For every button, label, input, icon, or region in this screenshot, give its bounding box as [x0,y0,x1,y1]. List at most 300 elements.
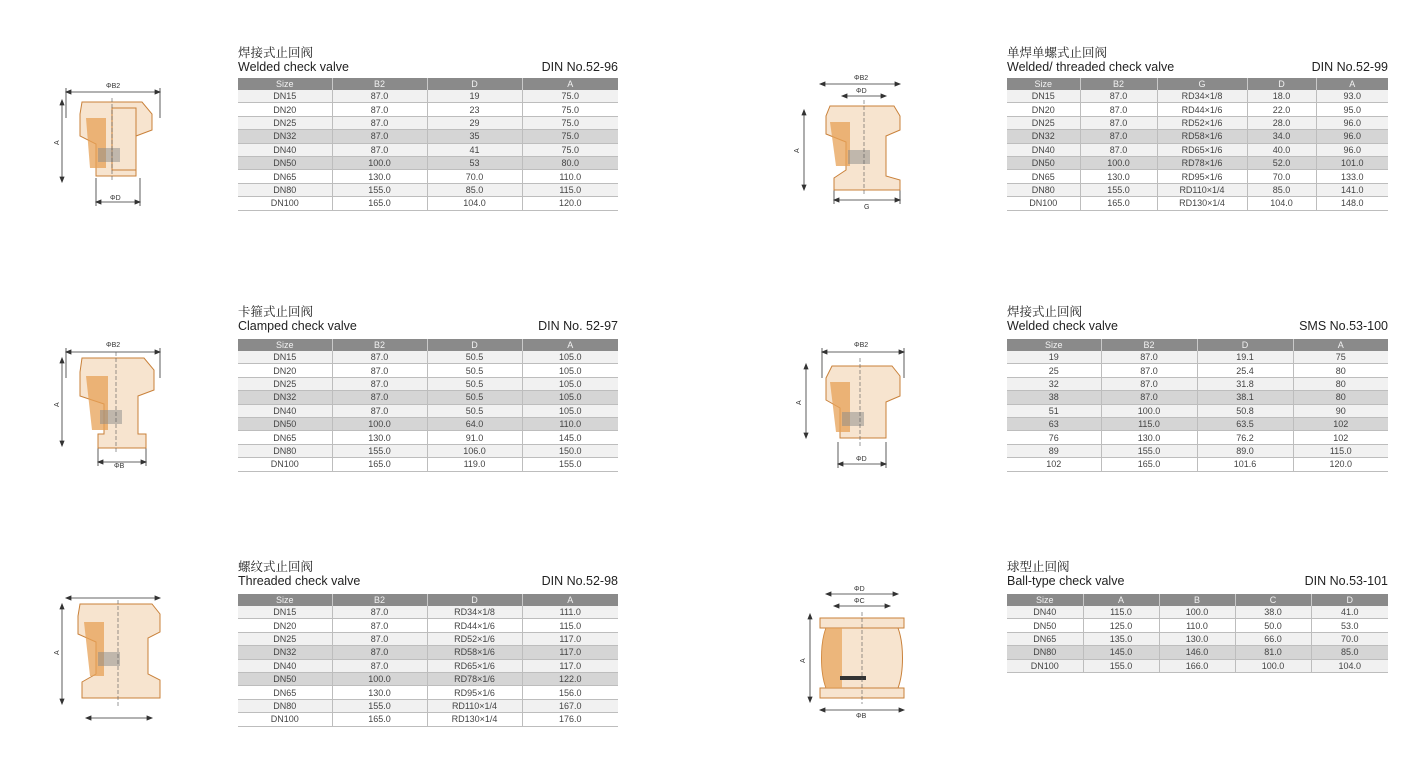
table-row [238,116,618,129]
col-header: B2 [332,594,427,606]
cell: 41.0 [1311,606,1388,619]
cell: 176.0 [522,713,618,726]
cell: RD130×1/4 [427,713,522,726]
dim-label-a: A [54,650,61,655]
cell: 19 [1007,351,1101,364]
ball-type-check-valve-drawing [790,584,912,718]
cell: 105.0 [522,391,618,404]
cell: DN25 [238,632,332,645]
table-row [238,90,618,103]
cell: RD110×1/4 [427,699,522,712]
cell: 22.0 [1247,103,1316,116]
cell: 130.0 [1101,431,1197,444]
cell: DN100 [238,458,332,471]
cell: RD65×1/6 [1157,143,1247,156]
dim-label-d: ΦD [110,195,121,202]
cell: 105.0 [522,404,618,417]
cell: 80 [1293,377,1388,390]
table-row [1007,143,1388,156]
cell: 100.0 [1101,404,1197,417]
cell: 87.0 [1080,103,1157,116]
table-row [238,444,618,457]
table-row [238,431,618,444]
title-en: Welded/ threaded check valve [1007,60,1175,74]
col-header: D [427,339,522,351]
cell: 125.0 [1083,619,1159,632]
col-header: B2 [1080,78,1157,90]
cell: 34.0 [1247,130,1316,143]
cell: DN32 [1007,130,1080,143]
cell: 87.0 [332,377,427,390]
cell: DN100 [1007,197,1080,210]
cell: 63 [1007,417,1101,430]
cell: 102 [1293,431,1388,444]
table-row [238,156,618,169]
cell: 145.0 [522,431,618,444]
cell: DN65 [1007,632,1083,645]
col-header: C [1235,594,1311,606]
col-header: B2 [332,339,427,351]
cell: 148.0 [1316,197,1388,210]
table-row [1007,444,1388,457]
cell: 31.8 [1197,377,1293,390]
col-header: D [1247,78,1316,90]
table-row [1007,197,1388,210]
cell: 52.0 [1247,156,1316,169]
cell: RD65×1/6 [427,659,522,672]
cell: 115.0 [522,183,618,196]
table-row [1007,632,1388,645]
col-header: B2 [1101,339,1197,351]
col-header: B2 [332,78,427,90]
dim-label-a: A [800,658,807,663]
table-row [238,103,618,116]
cell: 155.0 [332,699,427,712]
title-en: Ball-type check valve [1007,574,1125,588]
cell: 35 [427,130,522,143]
cell: DN100 [1007,659,1083,672]
dim-label-b2: ΦB2 [854,342,869,349]
cell: 50.5 [427,377,522,390]
cell: 165.0 [332,458,427,471]
cell: 28.0 [1247,116,1316,129]
cell: 117.0 [522,659,618,672]
welded-check-valve-sms-drawing [792,338,910,472]
cell: 156.0 [522,686,618,699]
cell: DN65 [238,170,332,183]
cell: DN40 [238,143,332,156]
cell: 50.8 [1197,404,1293,417]
title-en: Welded check valve [238,60,349,74]
table-row [1007,458,1388,471]
cell: 100.0 [1235,659,1311,672]
cell: 90 [1293,404,1388,417]
col-header: Size [238,594,332,606]
cell: 85.0 [1311,646,1388,659]
cell: 87.0 [1080,130,1157,143]
table-row [1007,391,1388,404]
dim-label-b: ΦB [114,463,125,470]
cell: DN20 [238,619,332,632]
cell: 102 [1293,417,1388,430]
col-header: A [1083,594,1159,606]
standard-number: DIN No.53-101 [1304,574,1388,588]
cell: 104.0 [427,197,522,210]
cell: 19.1 [1197,351,1293,364]
cell: DN32 [238,130,332,143]
cell: 64.0 [427,417,522,430]
dim-label-a: A [54,402,61,407]
cell: 80.0 [522,156,618,169]
cell: DN40 [1007,606,1083,619]
col-header: A [522,339,618,351]
cell: DN25 [1007,116,1080,129]
cell: 87.0 [1080,116,1157,129]
table-row [238,458,618,471]
cell: RD34×1/8 [427,606,522,619]
cell: RD44×1/6 [427,619,522,632]
cell: 122.0 [522,672,618,685]
table-row [1007,606,1388,619]
cell: 87.0 [332,103,427,116]
table-row [238,646,618,659]
cell: RD44×1/6 [1157,103,1247,116]
cell: 87.0 [1080,143,1157,156]
table-row [238,143,618,156]
spec-table [1007,594,1388,673]
cell: DN65 [238,686,332,699]
table-row [238,659,618,672]
spec-table [238,594,618,727]
cell: DN32 [238,391,332,404]
table-row [1007,170,1388,183]
cell: 105.0 [522,364,618,377]
table-row [1007,417,1388,430]
table-row [238,377,618,390]
cell: RD34×1/8 [1157,90,1247,103]
cell: 50.5 [427,404,522,417]
cell: 87.0 [332,90,427,103]
cell: 87.0 [332,606,427,619]
table-row [238,699,618,712]
table-row [1007,431,1388,444]
cell: DN32 [238,646,332,659]
cell: 85.0 [427,183,522,196]
standard-number: DIN No.52-96 [541,60,618,74]
table-row [238,686,618,699]
cell: 87.0 [332,632,427,645]
cell: 81.0 [1235,646,1311,659]
cell: 87.0 [332,351,427,364]
cell: 40.0 [1247,143,1316,156]
cell: 38.1 [1197,391,1293,404]
cell: 102 [1007,458,1101,471]
col-header: D [1311,594,1388,606]
cell: 100.0 [1159,606,1235,619]
cell: DN65 [1007,170,1080,183]
cell: 150.0 [522,444,618,457]
cell: 130.0 [332,170,427,183]
dim-label-a: A [796,400,803,405]
cell: DN20 [1007,103,1080,116]
dim-label-b2: ΦB2 [106,83,121,90]
cell: 165.0 [332,713,427,726]
cell: 104.0 [1311,659,1388,672]
title-cn: 螺纹式止回阀 [238,559,314,574]
cell: DN15 [238,351,332,364]
cell: DN20 [238,103,332,116]
cell: 75 [1293,351,1388,364]
cell: 155.0 [1080,183,1157,196]
table-row [238,672,618,685]
cell: DN65 [238,431,332,444]
cell: 130.0 [332,431,427,444]
cell: 104.0 [1247,197,1316,210]
title-en: Threaded check valve [238,574,361,588]
cell: 145.0 [1083,646,1159,659]
cell: 75.0 [522,103,618,116]
cell: DN15 [238,606,332,619]
cell: 100.0 [332,417,427,430]
dim-label-c: ΦC [854,598,865,605]
col-header: Size [238,339,332,351]
table-row [238,632,618,645]
cell: DN80 [1007,646,1083,659]
cell: 155.0 [1101,444,1197,457]
cell: DN20 [238,364,332,377]
table-row [1007,659,1388,672]
dim-label-d: ΦD [856,456,867,463]
table-row [238,619,618,632]
cell: 66.0 [1235,632,1311,645]
standard-number: SMS No.53-100 [1299,319,1388,333]
col-header: Size [1007,594,1083,606]
cell: 25.4 [1197,364,1293,377]
dim-label-a: A [54,140,61,145]
cell: 76 [1007,431,1101,444]
table-row [1007,377,1388,390]
cell: 115.0 [1083,606,1159,619]
cell: 87.0 [332,404,427,417]
cell: 53 [427,156,522,169]
dim-label-d: ΦD [854,586,865,593]
cell: 18.0 [1247,90,1316,103]
cell: 87.0 [332,143,427,156]
cell: 87.0 [332,364,427,377]
cell: DN50 [238,417,332,430]
dim-label-d: ΦD [856,88,867,95]
cell: 87.0 [332,391,427,404]
cell: 165.0 [1080,197,1157,210]
cell: 100.0 [332,156,427,169]
title-cn: 焊接式止回阀 [1007,304,1083,319]
cell: 101.0 [1316,156,1388,169]
cell: 87.0 [332,130,427,143]
cell: 50.5 [427,364,522,377]
cell: 101.6 [1197,458,1293,471]
cell: 100.0 [332,672,427,685]
cell: 120.0 [1293,458,1388,471]
col-header: A [522,78,618,90]
cell: 50.0 [1235,619,1311,632]
cell: 50.5 [427,351,522,364]
standard-number: DIN No.52-98 [541,574,618,588]
cell: 70.0 [427,170,522,183]
cell: 91.0 [427,431,522,444]
cell: 87.0 [1101,351,1197,364]
cell: 51 [1007,404,1101,417]
cell: 165.0 [332,197,427,210]
cell: 96.0 [1316,143,1388,156]
cell: 87.0 [332,646,427,659]
cell: 120.0 [522,197,618,210]
cell: 111.0 [522,606,618,619]
cell: 87.0 [1101,391,1197,404]
cell: RD130×1/4 [1157,197,1247,210]
col-header: Size [238,78,332,90]
cell: 29 [427,116,522,129]
cell: 41 [427,143,522,156]
cell: DN40 [1007,143,1080,156]
col-header: A [1293,339,1388,351]
welded-check-valve-drawing [52,78,170,212]
cell: DN80 [238,183,332,196]
cell: 96.0 [1316,130,1388,143]
cell: 87.0 [1101,364,1197,377]
cell: DN80 [238,444,332,457]
cell: 53.0 [1311,619,1388,632]
cell: 110.0 [522,417,618,430]
dim-label-b: ΦB [856,713,867,718]
table-row [238,606,618,619]
cell: 87.0 [1080,90,1157,103]
cell: DN40 [238,659,332,672]
cell: 63.5 [1197,417,1293,430]
cell: RD58×1/6 [427,646,522,659]
table-row [238,183,618,196]
table-row [1007,619,1388,632]
cell: RD58×1/6 [1157,130,1247,143]
title-cn: 焊接式止回阀 [238,45,314,60]
cell: 115.0 [522,619,618,632]
spec-table [1007,78,1388,211]
cell: 166.0 [1159,659,1235,672]
cell: 96.0 [1316,116,1388,129]
cell: 130.0 [1080,170,1157,183]
cell: 87.0 [332,116,427,129]
table-row [238,391,618,404]
cell: 75.0 [522,130,618,143]
cell: DN80 [238,699,332,712]
cell: 106.0 [427,444,522,457]
cell: 133.0 [1316,170,1388,183]
cell: 115.0 [1293,444,1388,457]
cell: 32 [1007,377,1101,390]
spec-table [238,78,618,211]
table-row [1007,90,1388,103]
table-row [1007,404,1388,417]
cell: 135.0 [1083,632,1159,645]
cell: 119.0 [427,458,522,471]
table-row [1007,351,1388,364]
title-cn: 卡箍式止回阀 [238,304,314,319]
cell: 155.0 [332,444,427,457]
cell: 95.0 [1316,103,1388,116]
cell: DN80 [1007,183,1080,196]
cell: DN100 [238,713,332,726]
cell: 117.0 [522,632,618,645]
col-header: G [1157,78,1247,90]
dim-label-b2: ΦB2 [854,75,869,82]
cell: 130.0 [332,686,427,699]
table-row [1007,116,1388,129]
col-header: A [522,594,618,606]
spec-table [1007,339,1388,472]
table-row [238,130,618,143]
table-row [238,364,618,377]
cell: 110.0 [522,170,618,183]
dim-label-a: A [794,148,801,153]
col-header: B [1159,594,1235,606]
cell: DN50 [238,672,332,685]
standard-number: DIN No. 52-97 [538,319,618,333]
cell: DN50 [1007,619,1083,632]
cell: 25 [1007,364,1101,377]
cell: DN25 [238,116,332,129]
cell: 50.5 [427,391,522,404]
cell: 87.0 [1101,377,1197,390]
cell: 115.0 [1101,417,1197,430]
cell: 87.0 [332,659,427,672]
table-row [1007,364,1388,377]
cell: 130.0 [1159,632,1235,645]
dim-label-b2: ΦB2 [106,342,121,349]
cell: 167.0 [522,699,618,712]
cell: 38 [1007,391,1101,404]
cell: DN15 [1007,90,1080,103]
cell: 89.0 [1197,444,1293,457]
table-row [238,404,618,417]
cell: 87.0 [332,619,427,632]
cell: RD95×1/6 [1157,170,1247,183]
cell: 38.0 [1235,606,1311,619]
cell: 93.0 [1316,90,1388,103]
cell: 165.0 [1101,458,1197,471]
cell: 70.0 [1311,632,1388,645]
cell: 100.0 [1080,156,1157,169]
cell: 19 [427,90,522,103]
col-header: Size [1007,78,1080,90]
title-en: Clamped check valve [238,319,357,333]
cell: 89 [1007,444,1101,457]
cell: 155.0 [332,183,427,196]
col-header: A [1316,78,1388,90]
spec-table [238,339,618,472]
cell: 75.0 [522,116,618,129]
cell: 85.0 [1247,183,1316,196]
cell: DN50 [1007,156,1080,169]
table-row [1007,130,1388,143]
cell: RD110×1/4 [1157,183,1247,196]
cell: 105.0 [522,377,618,390]
cell: RD78×1/6 [427,672,522,685]
welded-threaded-check-valve-drawing [790,70,910,210]
table-row [238,713,618,726]
title-cn: 单焊单螺式止回阀 [1007,45,1108,60]
cell: 23 [427,103,522,116]
table-row [238,197,618,210]
cell: DN40 [238,404,332,417]
